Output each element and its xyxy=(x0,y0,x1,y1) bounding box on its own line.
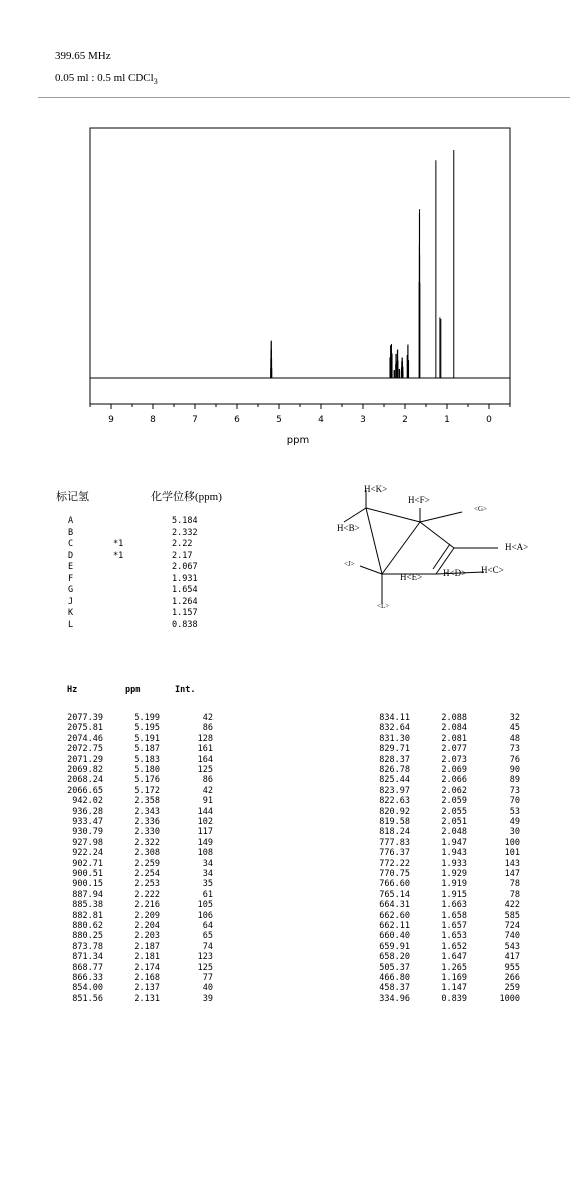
proton-label: L xyxy=(68,619,74,630)
peak-hz: 871.34 xyxy=(72,952,103,963)
peak-intensity: 42 xyxy=(202,713,213,723)
peak-ppm: 1.919 xyxy=(441,879,467,890)
peaks-hz-header: Hz xyxy=(67,685,78,695)
peak-hz: 866.33 xyxy=(72,973,103,983)
peaks-int-header: Int. xyxy=(175,685,196,695)
peak-ppm: 1.647 xyxy=(441,952,467,963)
peak-intensity: 78 xyxy=(509,889,520,900)
peak-ppm: 2.051 xyxy=(441,817,467,827)
peak-hz: 882.81 xyxy=(72,910,103,921)
peak-row xyxy=(362,817,527,827)
x-tick-label: 3 xyxy=(360,415,366,425)
peak-ppm: 2.216 xyxy=(134,900,160,911)
peak-row xyxy=(362,963,527,973)
peak-hz: 880.62 xyxy=(72,921,103,931)
peak-intensity: 45 xyxy=(509,723,520,734)
peak-intensity: 585 xyxy=(504,910,520,921)
peak-hz: 826.78 xyxy=(379,765,410,775)
peak-hz: 887.94 xyxy=(72,889,103,900)
peak-ppm: 1.929 xyxy=(441,869,467,879)
peak-row xyxy=(362,911,527,921)
peak-hz: 933.47 xyxy=(72,817,103,827)
plot-frame xyxy=(90,128,510,404)
peak-ppm: 5.172 xyxy=(134,785,160,796)
peak-row xyxy=(55,775,220,785)
peak-intensity: 65 xyxy=(202,931,213,942)
peak-hz: 902.71 xyxy=(72,858,103,869)
peak-ppm: 2.069 xyxy=(441,765,467,775)
peak-intensity: 86 xyxy=(202,723,213,734)
x-tick-label: 5 xyxy=(276,415,282,425)
peak-ppm: 5.187 xyxy=(134,744,160,755)
peak-intensity: 30 xyxy=(509,827,520,838)
x-tick-label: 1 xyxy=(444,415,450,425)
peak-ppm: 2.088 xyxy=(441,713,467,723)
peak-row xyxy=(55,869,220,879)
peak-hz: 820.92 xyxy=(379,806,410,817)
peak-ppm: 2.181 xyxy=(134,952,160,963)
peak-ppm: 2.137 xyxy=(134,983,160,994)
peak-ppm: 2.059 xyxy=(441,796,467,807)
nmr-spectrum-chart xyxy=(0,120,570,450)
chemical-shift: 1.654 xyxy=(172,585,198,595)
peak-ppm: 2.203 xyxy=(134,931,160,942)
peak-row xyxy=(55,807,220,817)
x-tick-label: 0 xyxy=(486,415,492,425)
peak-hz: 828.37 xyxy=(379,754,410,765)
peak-row xyxy=(55,973,220,983)
peak-hz: 2068.24 xyxy=(67,775,103,786)
peak-row xyxy=(362,994,527,1004)
peak-hz: 823.97 xyxy=(379,785,410,796)
peak-intensity: 417 xyxy=(504,952,520,963)
chemical-shift: 1.157 xyxy=(172,608,198,618)
peak-intensity: 34 xyxy=(202,869,213,879)
peak-hz: 851.56 xyxy=(72,993,103,1004)
peak-row xyxy=(55,963,220,973)
peak-row xyxy=(362,931,527,941)
peak-row xyxy=(362,942,527,952)
peak-intensity: 90 xyxy=(509,765,520,775)
peak-ppm: 2.168 xyxy=(134,973,160,983)
peak-row xyxy=(55,827,220,837)
peak-ppm: 2.343 xyxy=(134,806,160,817)
molecule-atom-label: H<E> xyxy=(400,572,423,582)
peak-intensity: 91 xyxy=(202,796,213,807)
peak-intensity: 77 xyxy=(202,973,213,983)
peak-hz: 2075.81 xyxy=(67,723,103,734)
peak-row xyxy=(362,848,527,858)
footnote-mark: *1 xyxy=(113,539,124,549)
peak-hz: 505.37 xyxy=(379,962,410,973)
peak-ppm: 5.183 xyxy=(134,754,160,765)
peak-intensity: 266 xyxy=(504,973,520,983)
peak-intensity: 117 xyxy=(197,827,213,838)
peak-intensity: 35 xyxy=(202,879,213,890)
sample-concentration xyxy=(55,72,158,86)
peak-ppm: 1.265 xyxy=(441,962,467,973)
peak-hz: 885.38 xyxy=(72,900,103,911)
peak-ppm: 2.084 xyxy=(441,723,467,734)
peak-hz: 900.15 xyxy=(72,879,103,890)
peak-intensity: 147 xyxy=(504,869,520,879)
peak-row xyxy=(55,879,220,889)
peak-row xyxy=(362,952,527,962)
peak-ppm: 2.308 xyxy=(134,848,160,859)
x-tick-label: 8 xyxy=(150,415,156,425)
molecule-atom-label: H<A> xyxy=(505,542,529,552)
peak-hz: 834.11 xyxy=(379,713,410,723)
peak-intensity: 32 xyxy=(509,713,520,723)
peak-ppm: 2.187 xyxy=(134,941,160,952)
peak-hz: 776.37 xyxy=(379,848,410,859)
peak-row xyxy=(55,921,220,931)
assign-col-shift-header: 化学位移(ppm) xyxy=(151,491,222,503)
peak-ppm: 2.253 xyxy=(134,879,160,890)
peak-row xyxy=(55,859,220,869)
peak-ppm: 1.933 xyxy=(441,858,467,869)
peak-hz: 822.63 xyxy=(379,796,410,807)
peak-row xyxy=(362,775,527,785)
peak-intensity: 48 xyxy=(509,733,520,744)
sample-text: 0.05 ml : 0.5 ml CDCl xyxy=(55,72,154,84)
molecule-atom-label: H<C> xyxy=(481,565,504,575)
peak-row xyxy=(362,744,527,754)
peak-row xyxy=(55,900,220,910)
peak-intensity: 42 xyxy=(202,785,213,796)
peak-hz: 662.60 xyxy=(379,910,410,921)
peak-ppm: 2.066 xyxy=(441,775,467,786)
peak-intensity: 149 xyxy=(197,837,213,848)
peak-intensity: 164 xyxy=(197,754,213,765)
peak-hz: 772.22 xyxy=(379,858,410,869)
peak-hz: 922.24 xyxy=(72,848,103,859)
molecule-atom-label: <G> xyxy=(474,505,487,513)
peak-ppm: 2.322 xyxy=(134,837,160,848)
peak-ppm: 2.204 xyxy=(134,921,160,931)
peak-row xyxy=(362,713,527,723)
chemical-shift: 1.264 xyxy=(172,596,198,607)
peak-hz: 818.24 xyxy=(379,827,410,838)
peak-intensity: 86 xyxy=(202,775,213,786)
peak-ppm: 1.943 xyxy=(441,848,467,859)
peak-intensity: 76 xyxy=(509,754,520,765)
x-tick-label: 9 xyxy=(108,415,114,425)
peak-ppm: 1.658 xyxy=(441,910,467,921)
peak-intensity: 40 xyxy=(202,983,213,994)
peak-hz: 658.20 xyxy=(379,952,410,963)
proton-label: D xyxy=(68,550,74,561)
peak-hz: 832.64 xyxy=(379,723,410,734)
peak-ppm: 2.055 xyxy=(441,806,467,817)
assign-col-label-header: 标记氢 xyxy=(56,491,89,503)
peak-row xyxy=(55,755,220,765)
peak-row xyxy=(362,807,527,817)
peak-intensity: 259 xyxy=(504,983,520,994)
peak-hz: 873.78 xyxy=(72,941,103,952)
peak-intensity: 1000 xyxy=(499,993,520,1004)
peak-row xyxy=(55,931,220,941)
peak-ppm: 2.336 xyxy=(134,817,160,827)
spectrometer-frequency: 399.65 MHz xyxy=(55,50,111,62)
peak-intensity: 123 xyxy=(197,952,213,963)
peak-hz: 829.71 xyxy=(379,744,410,755)
peak-intensity: 73 xyxy=(509,744,520,755)
peak-row xyxy=(362,900,527,910)
chemical-shift: 1.931 xyxy=(172,573,198,584)
peak-row xyxy=(362,921,527,931)
peak-row xyxy=(362,734,527,744)
peak-intensity: 144 xyxy=(197,806,213,817)
peak-ppm: 1.652 xyxy=(441,941,467,952)
peak-row xyxy=(55,983,220,993)
peak-ppm: 2.081 xyxy=(441,733,467,744)
chemical-shift: 2.067 xyxy=(172,562,198,572)
peak-intensity: 102 xyxy=(197,817,213,827)
peak-row xyxy=(55,994,220,1004)
peak-ppm: 2.209 xyxy=(134,910,160,921)
peak-hz: 662.11 xyxy=(379,921,410,931)
peak-hz: 777.83 xyxy=(379,837,410,848)
peak-ppm: 1.653 xyxy=(441,931,467,942)
peak-row xyxy=(55,890,220,900)
peak-ppm: 1.147 xyxy=(441,983,467,994)
proton-label: K xyxy=(68,608,74,618)
proton-label: G xyxy=(68,585,74,595)
x-tick-label: 4 xyxy=(318,415,324,425)
peak-hz: 334.96 xyxy=(379,993,410,1004)
peak-row xyxy=(55,723,220,733)
peak-intensity: 74 xyxy=(202,941,213,952)
peak-row xyxy=(362,827,527,837)
peak-hz: 854.00 xyxy=(72,983,103,994)
peak-hz: 942.02 xyxy=(72,796,103,807)
peak-hz: 2074.46 xyxy=(67,733,103,744)
peak-ppm: 5.180 xyxy=(134,765,160,775)
peak-row xyxy=(362,879,527,889)
peak-hz: 765.14 xyxy=(379,889,410,900)
peak-ppm: 2.073 xyxy=(441,754,467,765)
peak-row xyxy=(362,755,527,765)
peak-ppm: 5.191 xyxy=(134,733,160,744)
peak-row xyxy=(55,744,220,754)
peak-intensity: 53 xyxy=(509,806,520,817)
peak-hz: 936.28 xyxy=(72,806,103,817)
peak-row xyxy=(55,765,220,775)
peak-intensity: 73 xyxy=(509,785,520,796)
peak-row xyxy=(55,734,220,744)
peak-hz: 831.30 xyxy=(379,733,410,744)
peak-row xyxy=(362,796,527,806)
peak-row xyxy=(55,911,220,921)
peak-row xyxy=(55,786,220,796)
peak-hz: 900.51 xyxy=(72,869,103,879)
peak-ppm: 1.915 xyxy=(441,889,467,900)
peak-ppm: 1.663 xyxy=(441,900,467,911)
peak-hz: 880.25 xyxy=(72,931,103,942)
peak-ppm: 2.131 xyxy=(134,993,160,1004)
chemical-shift: 2.17 xyxy=(172,550,193,561)
peak-row xyxy=(55,952,220,962)
peak-hz: 2072.75 xyxy=(67,744,103,755)
peak-hz: 466.80 xyxy=(379,973,410,983)
chemical-shift: 0.838 xyxy=(172,619,198,630)
peak-intensity: 61 xyxy=(202,889,213,900)
peak-intensity: 108 xyxy=(197,848,213,859)
peak-row xyxy=(55,838,220,848)
peak-ppm: 2.358 xyxy=(134,796,160,807)
peak-ppm: 1.169 xyxy=(441,973,467,983)
proton-label: C xyxy=(68,539,74,549)
peak-ppm: 2.077 xyxy=(441,744,467,755)
peak-intensity: 70 xyxy=(509,796,520,807)
sample-subscript: 3 xyxy=(153,77,158,87)
peak-ppm: 2.259 xyxy=(134,858,160,869)
molecule-atom-label: H<F> xyxy=(408,495,430,505)
peak-intensity: 78 xyxy=(509,879,520,890)
x-tick-label: 2 xyxy=(402,415,408,425)
x-tick-label: 6 xyxy=(234,415,240,425)
molecule-atom-label: H<K> xyxy=(364,484,388,494)
peak-row xyxy=(362,765,527,775)
peak-hz: 659.91 xyxy=(379,941,410,952)
peak-row xyxy=(362,890,527,900)
peak-intensity: 105 xyxy=(197,900,213,911)
peak-hz: 819.58 xyxy=(379,817,410,827)
peak-hz: 927.98 xyxy=(72,837,103,848)
peak-hz: 2066.65 xyxy=(67,785,103,796)
peak-ppm: 2.062 xyxy=(441,785,467,796)
peak-intensity: 125 xyxy=(197,962,213,973)
peak-intensity: 161 xyxy=(197,744,213,755)
peak-intensity: 101 xyxy=(504,848,520,859)
peak-intensity: 89 xyxy=(509,775,520,786)
molecule-atom-label: H<D> xyxy=(443,568,467,578)
peak-ppm: 2.048 xyxy=(441,827,467,838)
peak-ppm: 0.839 xyxy=(441,993,467,1004)
peak-row xyxy=(362,723,527,733)
peak-ppm: 2.222 xyxy=(134,889,160,900)
peak-intensity: 128 xyxy=(197,733,213,744)
peak-intensity: 724 xyxy=(504,921,520,931)
peak-ppm: 2.174 xyxy=(134,962,160,973)
peak-ppm: 2.254 xyxy=(134,869,160,879)
x-axis-label: ppm xyxy=(286,435,310,446)
molecule-atom-label: <L> xyxy=(377,602,390,610)
peak-ppm: 2.330 xyxy=(134,827,160,838)
peak-intensity: 64 xyxy=(202,921,213,931)
peak-intensity: 740 xyxy=(504,931,520,942)
peak-hz: 664.31 xyxy=(379,900,410,911)
peak-intensity: 125 xyxy=(197,765,213,775)
peak-ppm: 5.176 xyxy=(134,775,160,786)
peak-intensity: 143 xyxy=(504,858,520,869)
peak-intensity: 106 xyxy=(197,910,213,921)
peak-hz: 766.60 xyxy=(379,879,410,890)
footnote-mark: *1 xyxy=(113,550,124,561)
peak-hz: 660.40 xyxy=(379,931,410,942)
peak-intensity: 100 xyxy=(504,837,520,848)
peak-row xyxy=(362,869,527,879)
peak-row xyxy=(55,713,220,723)
peak-ppm: 1.947 xyxy=(441,837,467,848)
peak-row xyxy=(362,786,527,796)
peak-hz: 825.44 xyxy=(379,775,410,786)
peak-hz: 868.77 xyxy=(72,962,103,973)
chemical-shift: 2.22 xyxy=(172,539,193,549)
peak-row xyxy=(55,848,220,858)
peak-intensity: 955 xyxy=(504,962,520,973)
chemical-shift: 5.184 xyxy=(172,516,198,526)
proton-label: A xyxy=(68,516,74,526)
peak-hz: 2071.29 xyxy=(67,754,103,765)
peak-ppm: 5.199 xyxy=(134,713,160,723)
peak-intensity: 49 xyxy=(509,817,520,827)
peak-intensity: 39 xyxy=(202,993,213,1004)
peak-intensity: 543 xyxy=(504,941,520,952)
peak-hz: 458.37 xyxy=(379,983,410,994)
proton-label: B xyxy=(68,527,74,538)
peak-row xyxy=(362,838,527,848)
peak-intensity: 34 xyxy=(202,858,213,869)
peak-hz: 2077.39 xyxy=(67,713,103,723)
peak-hz: 770.75 xyxy=(379,869,410,879)
peaks-ppm-header: ppm xyxy=(125,685,141,695)
peak-row xyxy=(362,859,527,869)
proton-label: E xyxy=(68,562,74,572)
peak-hz: 2069.82 xyxy=(67,765,103,775)
peak-row xyxy=(55,796,220,806)
header-divider xyxy=(38,97,570,98)
molecule-atom-label: H<B> xyxy=(337,523,360,533)
peak-ppm: 1.657 xyxy=(441,921,467,931)
molecule-structure xyxy=(320,478,570,618)
proton-label: F xyxy=(68,573,74,584)
chemical-shift: 2.332 xyxy=(172,527,198,538)
molecule-atom-label: <J> xyxy=(344,560,355,568)
peak-row xyxy=(55,817,220,827)
peak-row xyxy=(362,973,527,983)
peak-row xyxy=(362,983,527,993)
peak-intensity: 422 xyxy=(504,900,520,911)
proton-label: J xyxy=(68,596,74,607)
peak-hz: 930.79 xyxy=(72,827,103,838)
x-tick-label: 7 xyxy=(192,415,198,425)
peak-row xyxy=(55,942,220,952)
peak-ppm: 5.195 xyxy=(134,723,160,734)
